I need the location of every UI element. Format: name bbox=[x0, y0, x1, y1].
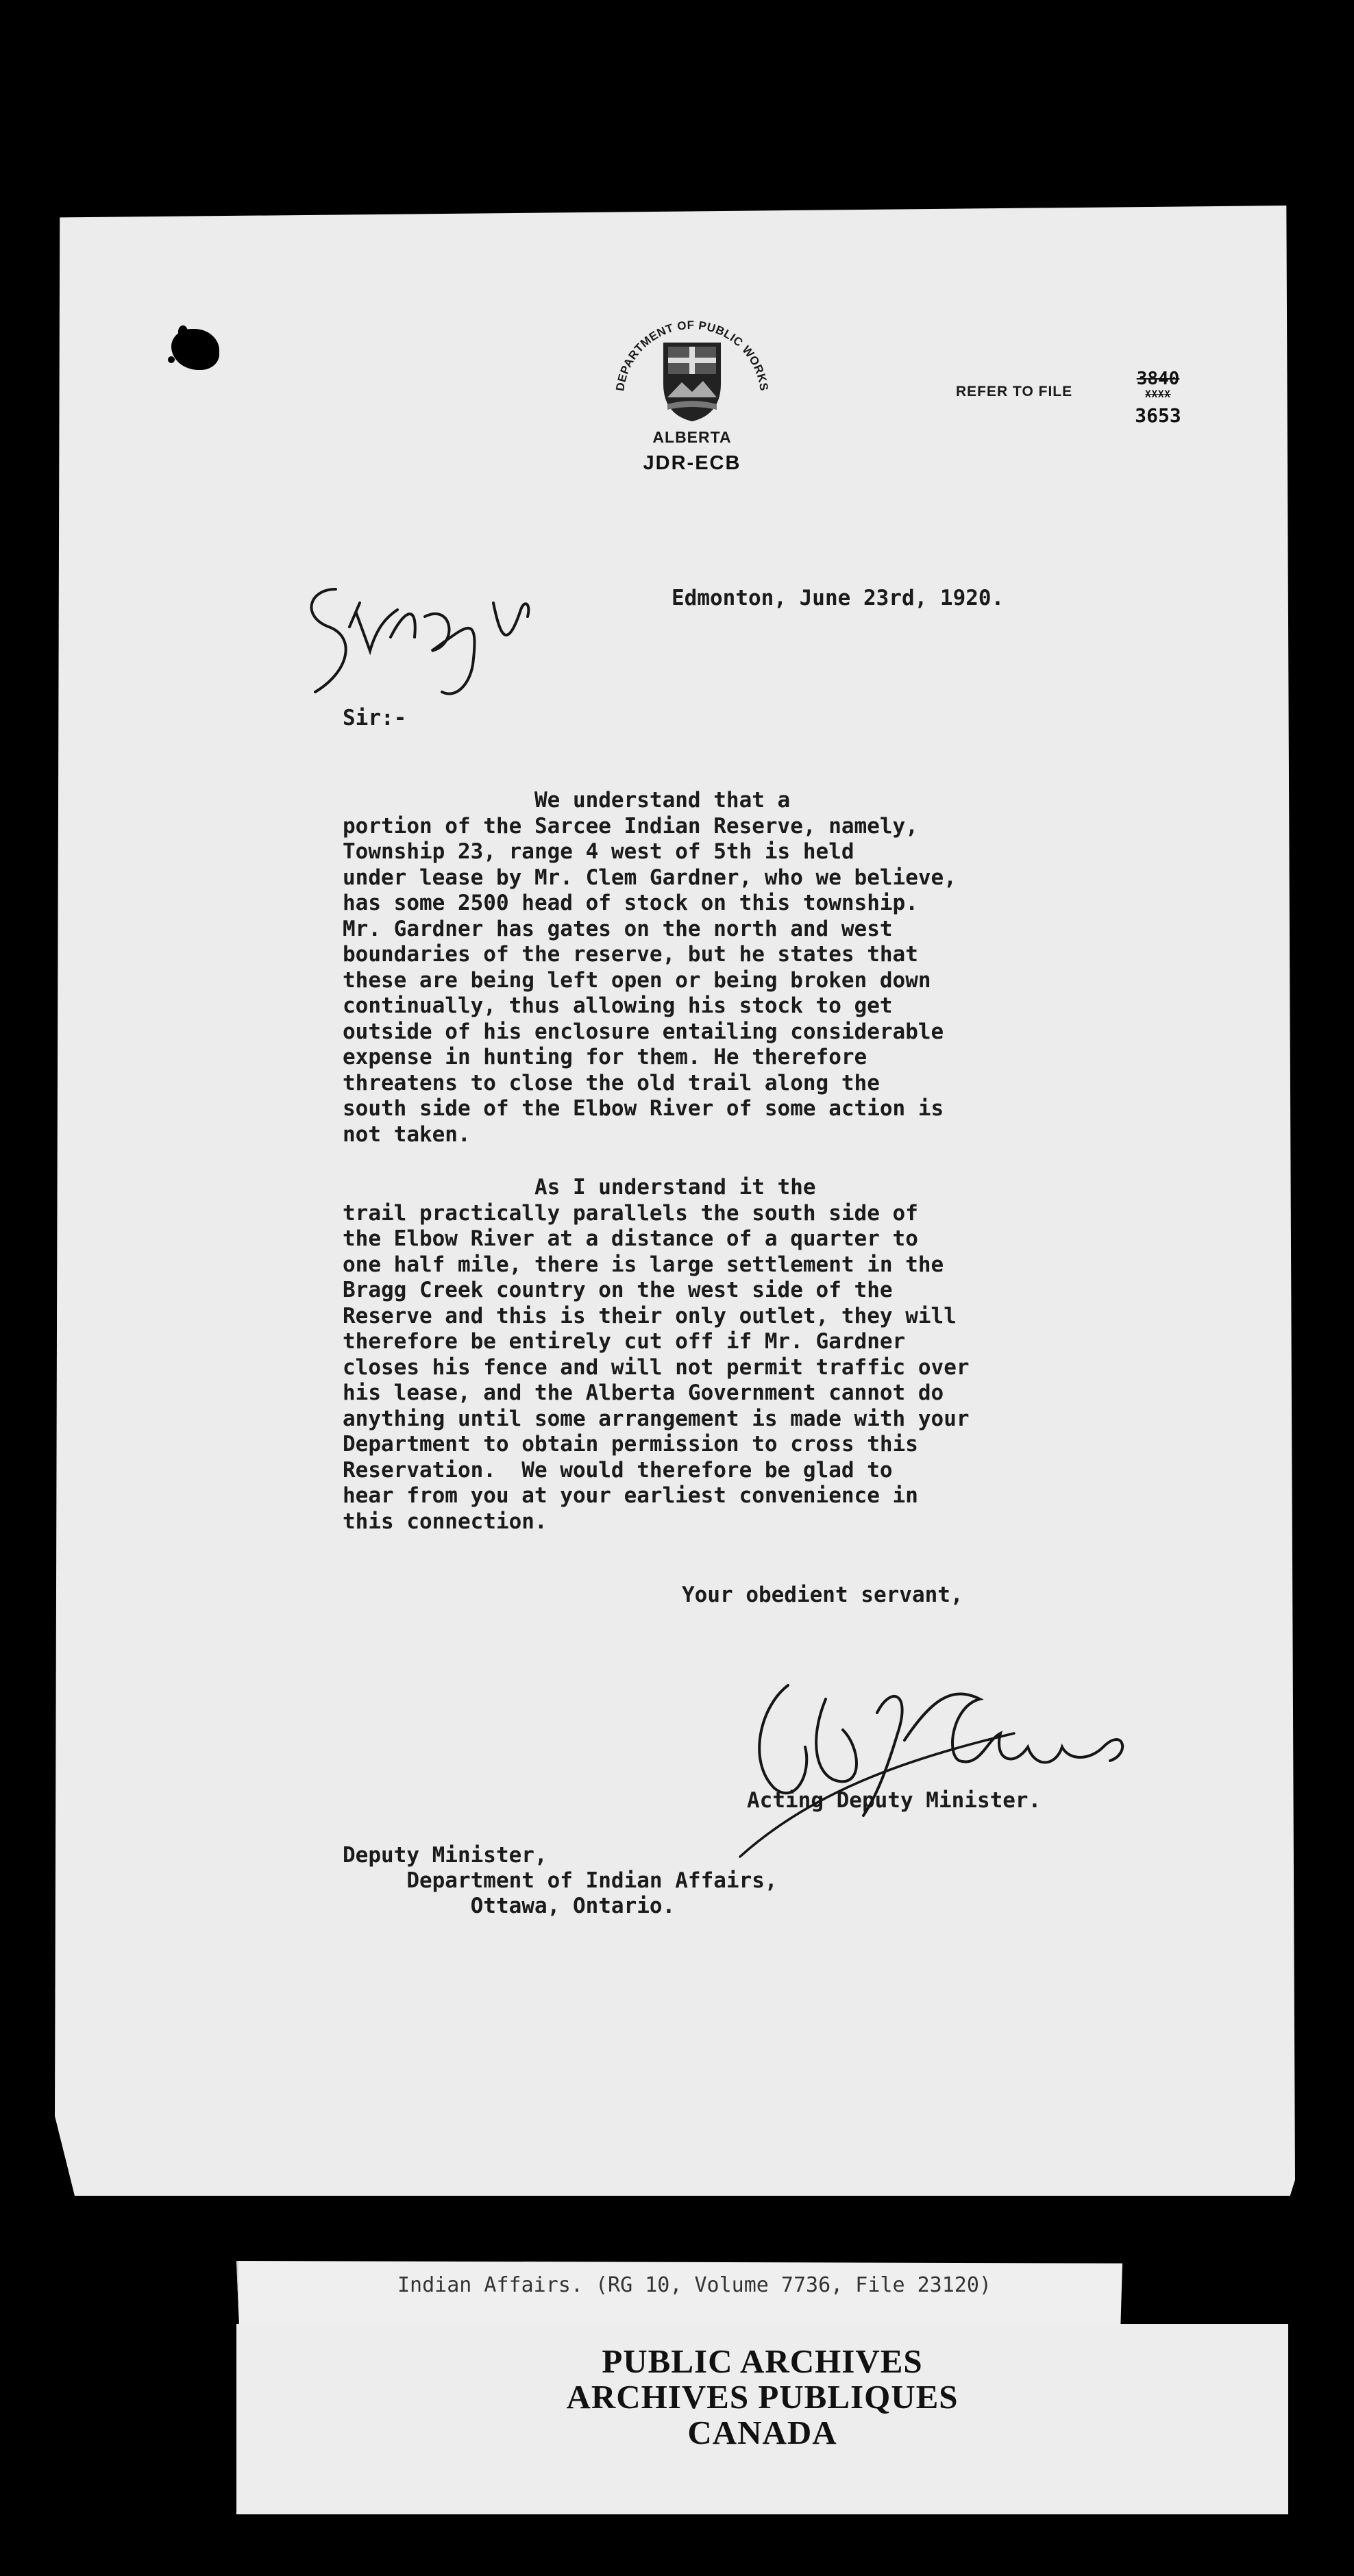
refer-to-file-label: REFER TO FILE bbox=[956, 384, 1073, 399]
handwritten-annotation bbox=[295, 562, 555, 713]
file-number-struck-x: XXXX bbox=[1145, 389, 1171, 400]
file-number-struck: 3840 bbox=[1136, 369, 1180, 389]
signature bbox=[658, 1658, 1151, 1884]
signer-title: Acting Deputy Minister. bbox=[747, 1788, 1042, 1813]
closing: Your obedient servant, bbox=[682, 1583, 963, 1607]
file-number: 3653 bbox=[1135, 404, 1181, 427]
body-paragraph-1: We understand that a portion of the Sarcee Indian Reserve, namely, Township 23, range 4 west of 5th is held under lease by Mr. Clem Gardner, who we believe, has some 2500 head of stock on this township. Mr. Gardner has gates on the north and west boundaries of the reserve, but he states that these are being left open or being broken down continually, thus allowing his stock to get outside of his enclosure entailing considerable expense in hunting for them. He therefore threatens to close the old trail along the south side of the Elbow River of some action is not taken. bbox=[343, 788, 957, 1147]
ink-blot bbox=[168, 356, 175, 363]
addressee-block: Deputy Minister, Department of Indian Affairs, Ottawa, Ontario. bbox=[343, 1843, 778, 1918]
alberta-public-works-seal bbox=[596, 301, 788, 425]
archive-reference-text: Indian Affairs. (RG 10, Volume 7736, File 23120) bbox=[397, 2273, 992, 2297]
archives-stamp-line-1: PUBLIC ARCHIVES bbox=[602, 2342, 923, 2380]
shield-icon bbox=[663, 343, 721, 421]
letterhead-province: ALBERTA bbox=[652, 428, 732, 446]
seal-arc-text: DEPARTMENT OF PUBLIC WORKS bbox=[613, 318, 771, 392]
archives-stamp-line-2: ARCHIVES PUBLIQUES bbox=[566, 2378, 959, 2416]
archives-stamp-line-3: CANADA bbox=[687, 2414, 837, 2451]
ink-blot bbox=[178, 325, 188, 338]
date-line: Edmonton, June 23rd, 1920. bbox=[672, 586, 1005, 610]
letterhead-initials: JDR-ECB bbox=[643, 452, 741, 474]
file-number-block bbox=[1120, 369, 1196, 428]
body-paragraph-2: As I understand it the trail practically parallels the south side of the Elbow River at a distance of a quarter to one half mile, there is large settlement in the Bragg Creek country on the west side of the Reserve and this is their only outlet, they will therefore be entirely cut off if Mr. Gardner closes his fence and will not permit traffic over his lease, and the Alberta Government cannot do anything until some arrangement is made with your Department to obtain permission to cross this Reservation. We would therefore be glad to hear from you at your earliest convenience in this connection. bbox=[343, 1175, 970, 1534]
salutation: Sir:- bbox=[343, 706, 407, 730]
